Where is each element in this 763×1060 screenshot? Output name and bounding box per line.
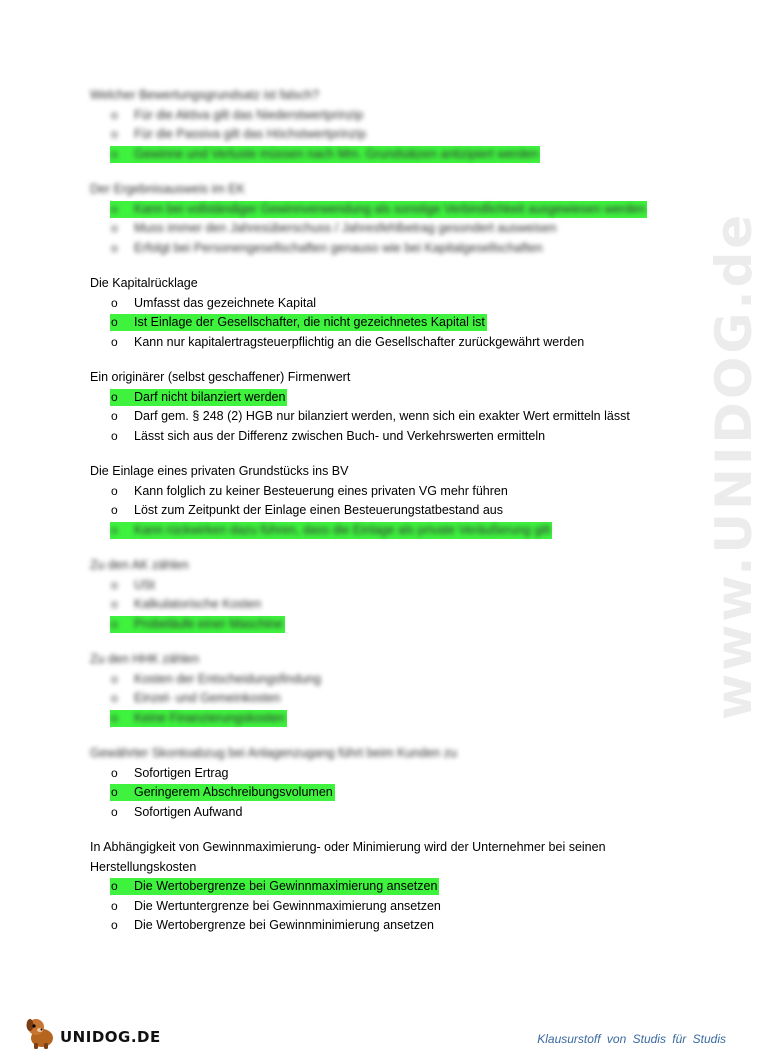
answer-text: Sofortigen Aufwand <box>134 804 243 819</box>
answer-text: Kann rückwirken dazu führen, dass die Einlage als private Veräußerung gilt <box>134 522 551 537</box>
answer-list <box>90 576 690 635</box>
question-block <box>90 556 690 634</box>
answer-text: Lässt sich aus der Differenz zwischen Buch- und Verkehrswerten ermitteln <box>134 428 546 443</box>
bullet-icon: o <box>111 597 118 611</box>
answer-option <box>90 709 690 729</box>
question-block <box>90 650 690 728</box>
answer-list <box>90 106 690 165</box>
answer-text: Einzel- und Gemeinkosten <box>134 691 281 705</box>
answer-list <box>90 670 690 729</box>
answer-option <box>90 294 690 314</box>
question-title: Zu den HHK zählen <box>90 652 200 666</box>
bullet-icon: o <box>111 691 118 705</box>
answer-text: Sofortigen Ertrag <box>134 765 229 780</box>
answer-list <box>90 388 690 447</box>
answer-list <box>90 764 690 823</box>
bullet-icon: o <box>111 146 118 161</box>
answer-option <box>90 615 690 635</box>
footer-tagline: Klausurstoff von Studis für Studis <box>537 1032 726 1046</box>
answer-option <box>90 313 690 333</box>
answer-option <box>90 106 690 126</box>
answer-list <box>90 482 690 541</box>
answer-list <box>90 294 690 353</box>
answer-text: Kann folglich zu keiner Besteuerung eines privaten VG mehr führen <box>134 483 508 498</box>
bullet-icon: o <box>111 315 118 329</box>
answer-text: Geringerem Abschreibungsvolumen <box>134 785 333 799</box>
bullet-icon: o <box>111 409 118 423</box>
answer-text: Darf nicht bilanziert werden <box>134 389 286 404</box>
answer-list <box>90 200 690 259</box>
question-block <box>90 838 690 936</box>
answer-option <box>90 407 690 427</box>
question-title: Der Ergebnisausweis im EK <box>90 182 245 196</box>
bullet-icon: o <box>111 577 118 592</box>
answer-text: Ist Einlage der Gesellschafter, die nicht gezeichnetes Kapital ist <box>134 315 485 329</box>
answer-option <box>90 501 690 521</box>
bullet-icon: o <box>111 503 118 517</box>
answer-text: Kosten der Entscheidungsfindung <box>134 671 321 686</box>
answer-option <box>90 576 690 596</box>
answer-text: Umfasst das gezeichnete Kapital <box>134 295 317 310</box>
question-title: Die Kapitalrücklage <box>90 276 198 290</box>
answer-text: USt <box>134 577 155 592</box>
answer-option <box>90 689 690 709</box>
answer-text: Löst zum Zeitpunkt der Einlage einen Besteuerungstatbestand aus <box>134 503 503 517</box>
answer-text: Für die Passiva gilt das Höchstwertprinzip <box>134 127 367 141</box>
question-title: Die Einlage eines privaten Grundstücks ins BV <box>90 464 349 478</box>
answer-text: Darf gem. § 248 (2) HGB nur bilanziert werden, wenn sich ein exakter Wert ermitteln lässt <box>134 409 630 423</box>
answer-text: Die Wertobergrenze bei Gewinnmaximierung ansetzen <box>134 879 438 893</box>
bullet-icon: o <box>111 522 118 537</box>
logo-text: UNIDOG.DE <box>60 1028 161 1046</box>
bullet-icon: o <box>111 334 118 349</box>
answer-option <box>90 803 690 823</box>
bullet-icon: o <box>111 240 118 255</box>
bullet-icon: o <box>111 879 118 893</box>
bullet-icon: o <box>111 710 118 725</box>
question-title: Welcher Bewertungsgrundsatz ist falsch? <box>90 88 320 102</box>
answer-option <box>90 219 690 239</box>
question-block <box>90 180 690 258</box>
question-block <box>90 368 690 446</box>
answer-text: Die Wertuntergrenze bei Gewinnmaximierung ansetzen <box>134 898 441 913</box>
question-block <box>90 462 690 540</box>
answer-option <box>90 333 690 353</box>
answer-option <box>90 783 690 803</box>
answer-list <box>90 877 690 936</box>
answer-option <box>90 388 690 408</box>
bullet-icon: o <box>111 221 118 235</box>
answer-option <box>90 595 690 615</box>
dog-logo-icon <box>22 1014 62 1050</box>
answer-text: Kann bei vollständiger Gewinnverwendung als sonstige Verbindlichkeit ausgewiesen werden <box>134 201 646 216</box>
answer-option <box>90 125 690 145</box>
answer-option <box>90 916 690 936</box>
answer-text: Muss immer den Jahresüberschuss / Jahresfehlbetrag gesondert ausweisen <box>134 221 557 235</box>
question-title: In Abhängigkeit von Gewinnmaximierung- oder Minimierung wird der Unternehmer bei seinen Herstellungskosten <box>90 840 606 874</box>
answer-option <box>90 239 690 259</box>
bullet-icon: o <box>111 804 118 819</box>
bullet-icon: o <box>111 785 118 799</box>
bullet-icon: o <box>111 107 118 122</box>
bullet-icon: o <box>111 428 118 443</box>
answer-option <box>90 521 690 541</box>
answer-option <box>90 877 690 897</box>
bullet-icon: o <box>111 201 118 216</box>
answer-option <box>90 427 690 447</box>
answer-text: Für die Aktiva gilt das Niederstwertprinzip <box>134 107 364 122</box>
quiz-content <box>90 86 690 952</box>
answer-option <box>90 897 690 917</box>
bullet-icon: o <box>111 765 118 780</box>
question-title: Ein originärer (selbst geschaffener) Firmenwert <box>90 370 351 384</box>
answer-text: Keine Finanzierungskosten <box>134 710 285 725</box>
bullet-icon: o <box>111 616 118 631</box>
answer-option <box>90 145 690 165</box>
answer-text: Die Wertobergrenze bei Gewinnminimierung ansetzen <box>134 918 434 932</box>
watermark: www.UNIDOG.de <box>705 211 763 720</box>
answer-text: Kalkulatorische Kosten <box>134 597 262 611</box>
question-block <box>90 274 690 352</box>
question-title: Gewährter Skontoabzug bei Anlagenzugang führt beim Kunden zu <box>90 746 457 760</box>
bullet-icon: o <box>111 127 118 141</box>
question-block <box>90 744 690 822</box>
bullet-icon: o <box>111 898 118 913</box>
answer-option <box>90 482 690 502</box>
answer-option <box>90 764 690 784</box>
bullet-icon: o <box>111 295 118 310</box>
question-block <box>90 86 690 164</box>
question-title: Zu den AK zählen <box>90 558 189 572</box>
bullet-icon: o <box>111 389 118 404</box>
answer-option <box>90 670 690 690</box>
bullet-icon: o <box>111 671 118 686</box>
bullet-icon: o <box>111 483 118 498</box>
answer-option <box>90 200 690 220</box>
answer-text: Probeläufe einer Maschine <box>134 616 283 631</box>
bullet-icon: o <box>111 918 118 932</box>
answer-text: Kann nur kapitalertragsteuerpflichtig an die Gesellschafter zurückgewährt werden <box>134 334 585 349</box>
answer-text: Erfolgt bei Personengesellschaften genauso wie bei Kapitalgesellschaften <box>134 240 543 255</box>
answer-text: Gewinne und Verluste müssen nach Mm. Grundsätzen antizipiert werden <box>134 146 539 161</box>
